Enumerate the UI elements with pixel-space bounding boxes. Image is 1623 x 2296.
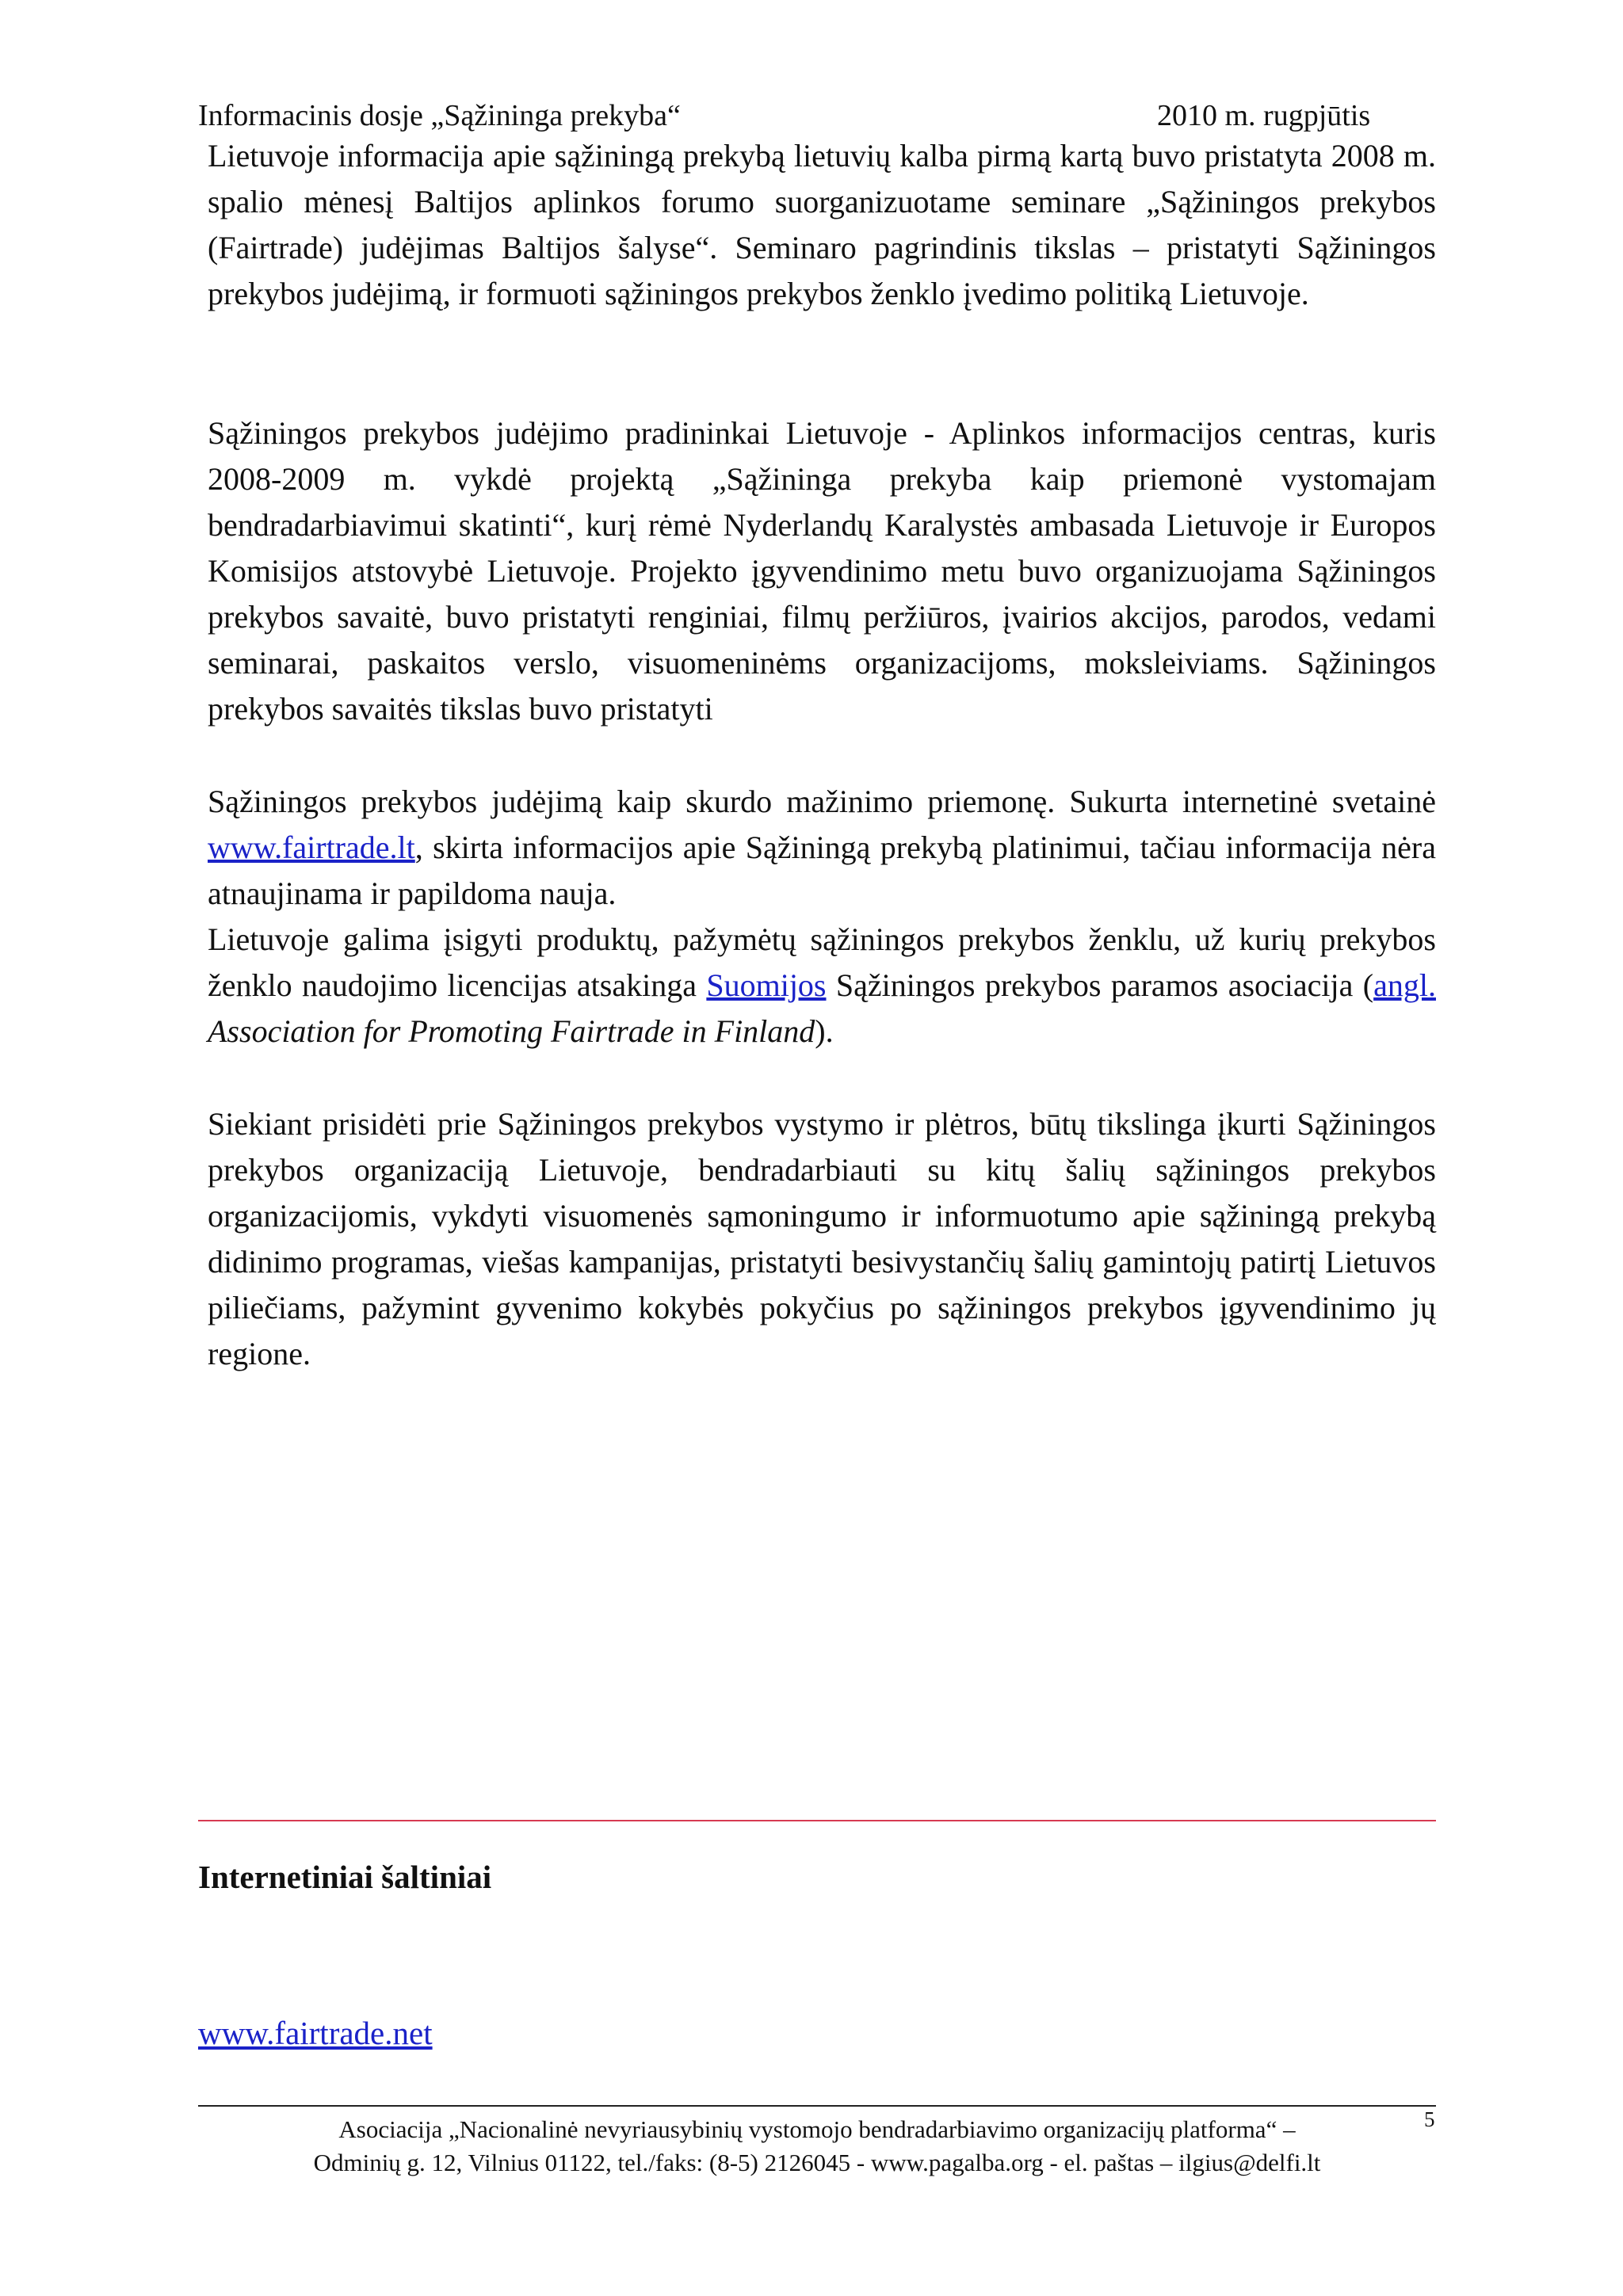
page-number: 5 bbox=[1424, 2107, 1435, 2131]
paragraph-4-before: Lietuvoje galima įsigyti produktų, pažymėtų sąžiningos prekybos ženklu, už kurių prekybos ženklo naudojimo licencijas atsakinga bbox=[208, 921, 1436, 1003]
paragraph-3-before: Sąžiningos prekybos judėjimą kaip skurdo mažinimo priemonę. Sukurta internetinė svetainė bbox=[208, 784, 1436, 819]
paragraph-4-mid: Sąžiningos prekybos paramos asociacija ( bbox=[826, 967, 1374, 1003]
header-title: Informacinis dosje „Sąžininga prekyba“ bbox=[198, 99, 681, 132]
paragraph-3-text bbox=[208, 779, 1436, 917]
paragraph-5-text: Siekiant prisidėti prie Sąžiningos prekybos vystymo ir plėtros, būtų tikslinga įkurti Sąžiningos prekybos organizaciją Lietuvoje, bendradarbiauti su kitų šalių sąžiningos prekybos organizacijomis, vykdyti visuomenės sąmoningumo ir informuotumo apie sąžiningą prekybą didinimo programas, viešas kampanijas, pristatyti besivystančių šalių gamintojų patirtį Lietuvos piliečiams, pažymint gyvenimo kokybės pokyčius po sąžiningos prekybos įgyvendinimo jų regione. bbox=[208, 1106, 1436, 1371]
footer-line-1: Asociacija „Nacionalinė nevyriausybinių vystomojo bendradarbiavimo organizacijų platforma“ – bbox=[338, 2115, 1296, 2143]
paragraph-5 bbox=[208, 1101, 1436, 1377]
paragraph-4 bbox=[208, 917, 1436, 1055]
suomijos-link[interactable]: Suomijos bbox=[706, 967, 827, 1003]
footer bbox=[198, 2113, 1436, 2180]
paragraph-4-end: ). bbox=[815, 1013, 834, 1049]
fairtrade-lt-link[interactable]: www.fairtrade.lt bbox=[208, 830, 415, 865]
paragraph-3-after: , skirta informacijos apie Sąžiningą prekybą platinimui, tačiau informacija nėra atnaujinama ir papildoma nauja. bbox=[208, 830, 1436, 911]
sources-heading: Internetiniai šaltiniai bbox=[198, 1859, 492, 1895]
angl-link[interactable]: angl. bbox=[1373, 967, 1436, 1003]
paragraph-4-text bbox=[208, 917, 1436, 1055]
paragraph-1 bbox=[208, 133, 1436, 317]
header-date: 2010 m. rugpjūtis bbox=[1157, 99, 1371, 132]
paragraph-4-italic: Association for Promoting Fairtrade in Finland bbox=[208, 1013, 815, 1049]
paragraph-3 bbox=[208, 779, 1436, 917]
paragraph-2 bbox=[208, 410, 1436, 732]
paragraph-1-text: Lietuvoje informacija apie sąžiningą prekybą lietuvių kalba pirmą kartą buvo pristatyta 2008 m. spalio mėnesį Baltijos aplinkos forumo suorganizuotame seminare „Sąžiningos prekybos (Fairtrade) judėjimas Baltijos šalyse“. Seminaro pagrindinis tikslas – pristatyti Sąžiningos prekybos judėjimą, ir formuoti sąžiningos prekybos ženklo įvedimo politiką Lietuvoje. bbox=[208, 138, 1436, 311]
footer-divider bbox=[198, 2105, 1436, 2107]
paragraph-2-text: Sąžiningos prekybos judėjimo pradininkai Lietuvoje - Aplinkos informacijos centras, kuris 2008-2009 m. vykdė projektą „Sąžininga prekyba kaip priemonė vystomajam bendradarbiavimui skatinti“, kurį rėmė Nyderlandų Karalystės ambasada Lietuvoje ir Europos Komisijos atstovybė Lietuvoje. Projekto įgyvendinimo metu buvo organizuojama Sąžiningos prekybos savaitė, buvo pristatyti renginiai, filmų peržiūros, įvairios akcijos, parodos, vedami seminarai, paskaitos verslo, visuomeninėms organizacijoms, moksleiviams. Sąžiningos prekybos savaitės tikslas buvo pristatyti bbox=[208, 415, 1436, 727]
footnote-divider bbox=[198, 1820, 1436, 1821]
footer-line-2: Odminių g. 12, Vilnius 01122, tel./faks: (8-5) 2126045 - www.pagalba.org - el. paštas – ilgius@delfi.lt bbox=[313, 2149, 1321, 2176]
fairtrade-net-link[interactable]: www.fairtrade.net bbox=[198, 2015, 433, 2051]
